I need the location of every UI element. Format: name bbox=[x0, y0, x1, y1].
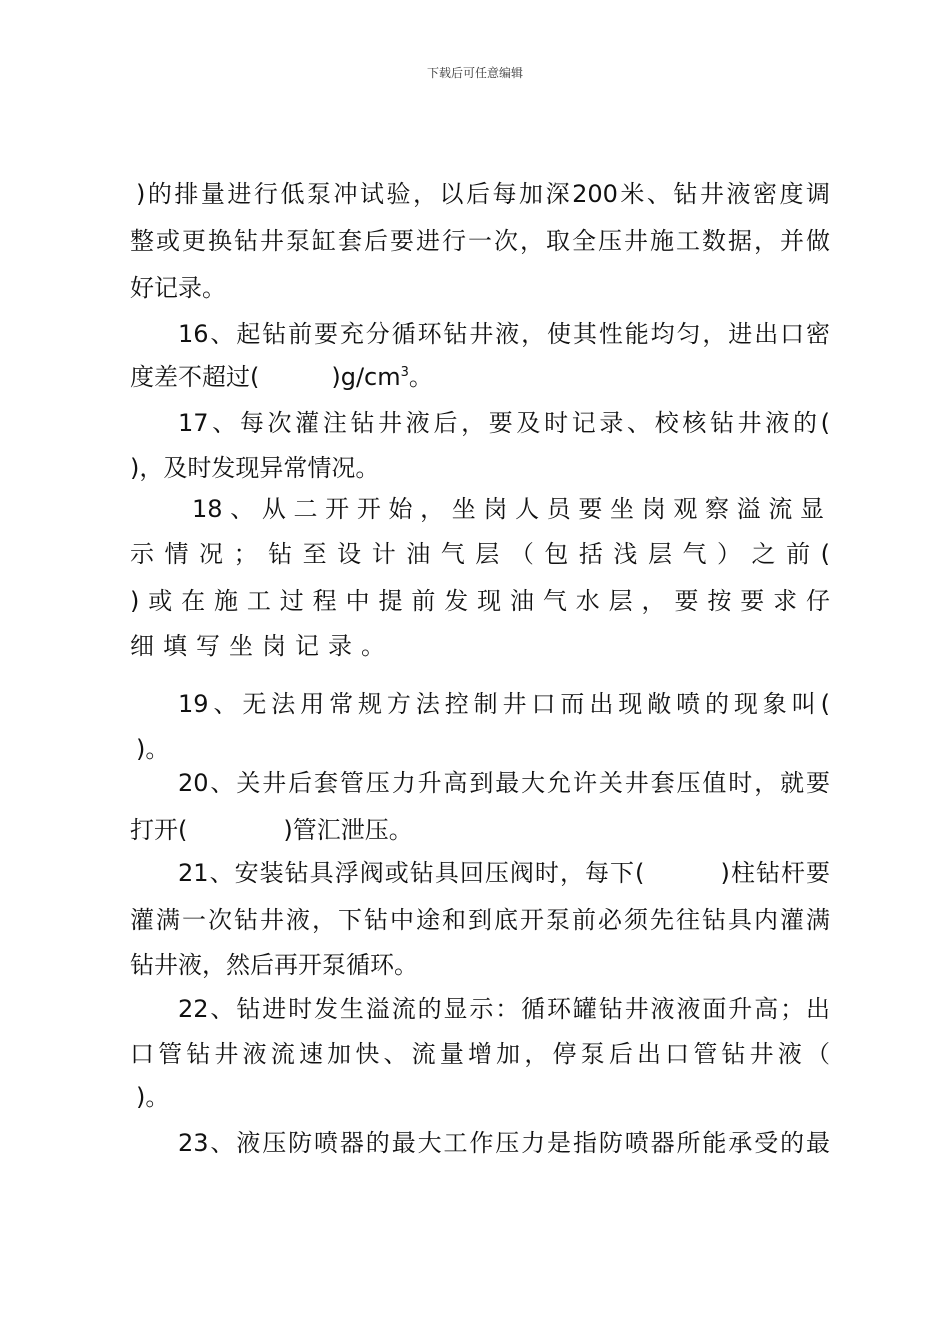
text-line: 16、起钻前要充分循环钻井液，使其性能均匀，进出口密 bbox=[178, 320, 830, 348]
text-line: )。 bbox=[136, 735, 170, 763]
text-line: 细填写坐岗记录。 bbox=[130, 632, 394, 660]
text-line: )或在施工过程中提前发现油气水层，要按要求仔 bbox=[130, 587, 830, 615]
text-line: 打开( )管汇泄压。 bbox=[130, 816, 413, 844]
text-line: 度差不超过( )$g/cm^3$。 bbox=[130, 363, 433, 391]
page-header-note: 下载后可任意编辑 bbox=[426, 66, 523, 80]
text-line: 20、关井后套管压力升高到最大允许关井套压值时，就要 bbox=[178, 769, 830, 797]
text-line: 口管钻井液流速加快、流量增加，停泵后出口管钻井液（ bbox=[130, 1040, 830, 1068]
text-line: 18、从二开开始，坐岗人员要坐岗观察溢流显 bbox=[192, 495, 824, 523]
text-line: 17、每次灌注钻井液后，要及时记录、校核钻井液的( bbox=[178, 409, 830, 437]
text-line: 22、钻进时发生溢流的显示：循环罐钻井液液面升高；出 bbox=[178, 995, 830, 1023]
text-line: 示情况；钻至设计油气层（包括浅层气）之前( bbox=[130, 540, 830, 568]
text-line: 好记录。 bbox=[130, 274, 226, 302]
text-line: 整或更换钻井泵缸套后要进行一次，取全压井施工数据，并做 bbox=[130, 227, 830, 255]
text-line: )的排量进行低泵冲试验，以后每加深200米、钻井液密度调 bbox=[136, 180, 830, 208]
text-line: 钻井液，然后再开泵循环。 bbox=[130, 951, 418, 979]
text-line: 21、安装钻具浮阀或钻具回压阀时，每下( )柱钻杆要 bbox=[178, 859, 830, 887]
text-line: )。 bbox=[136, 1083, 170, 1111]
text-line: )，及时发现异常情况。 bbox=[130, 454, 380, 482]
text-line: 灌满一次钻井液，下钻中途和到底开泵前必须先往钻具内灌满 bbox=[130, 906, 830, 934]
superscript: 3 bbox=[400, 365, 409, 380]
text-line: 23、液压防喷器的最大工作压力是指防喷器所能承受的最 bbox=[178, 1129, 830, 1157]
text-line: 19、无法用常规方法控制井口而出现敞喷的现象叫( bbox=[178, 690, 830, 718]
